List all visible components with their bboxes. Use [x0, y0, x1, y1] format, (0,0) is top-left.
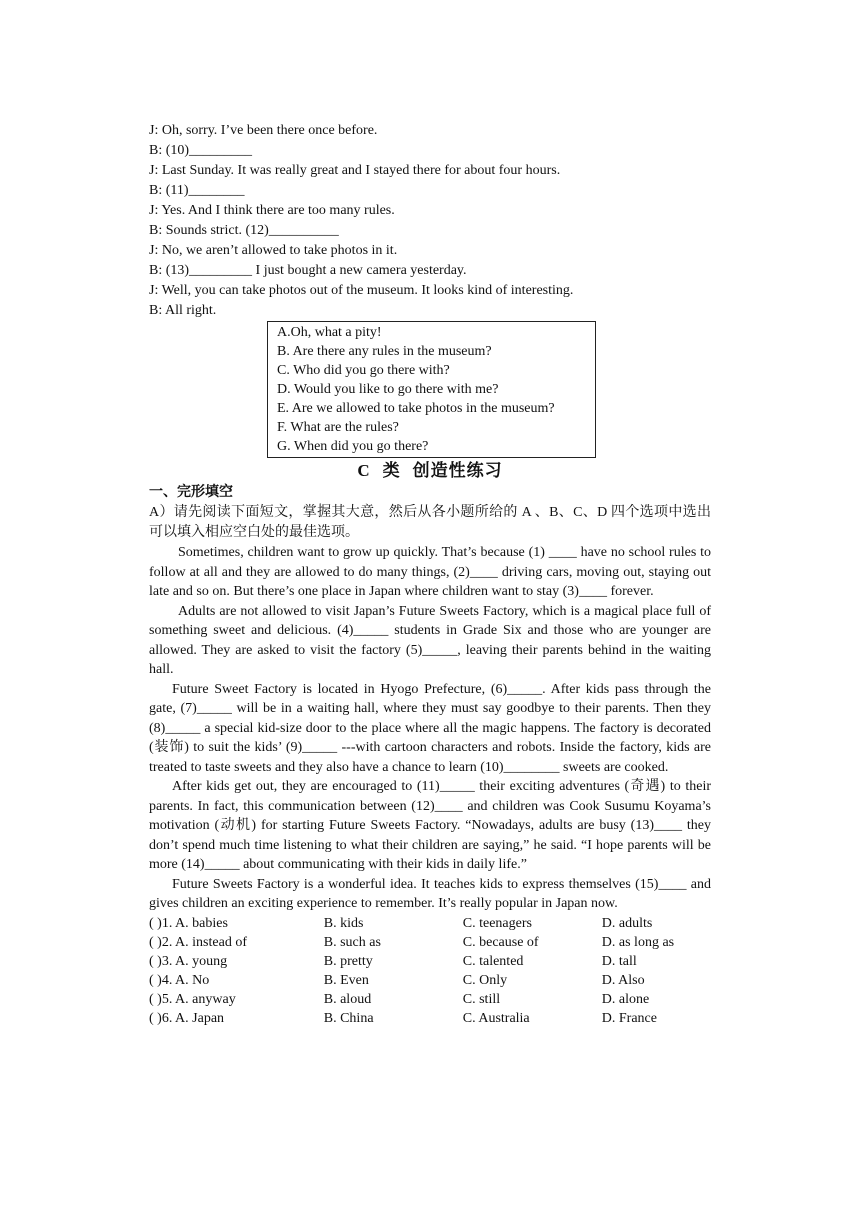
question-list	[149, 914, 711, 1028]
question-option-d: D. as long as	[601, 934, 675, 950]
question-option-a: ( )4. A. No	[149, 972, 210, 988]
passage-paragraph: Adults are not allowed to visit Japan’s Future Sweets Factory, which is a magical place full of something sweet and delicious. (4)_____ students in Grade Six and those who are younger are allowed. They are asked to visit the factory (5)_____, leaving their parents behind in the waiting hall.	[149, 603, 711, 677]
question-option-c: C. teenagers	[462, 915, 532, 931]
question-option-c: C. because of	[462, 934, 539, 950]
dialogue	[149, 121, 711, 321]
section-title	[149, 459, 711, 483]
section-subtitle: 创造性练习	[412, 461, 503, 480]
question-option-a: ( )2. A. instead of	[149, 934, 247, 950]
question-option-c: C. still	[462, 991, 501, 1007]
question-option-d: D. adults	[601, 915, 653, 931]
passage-paragraph: After kids get out, they are encouraged to (11)_____ their exciting adventures (奇遇) to their parents. In fact, this communication between (12)____ and children was Cook Susumu Koyama’s motivation (动机) for starting Future Sweets Factory. “Nowadays, adults are busy (13)____ they don’t spend much time listening to what their children are saying,” he said. “I hope parents will be more (14)_____ about communicating with their kids in daily life.”	[149, 779, 711, 872]
worksheet-page	[149, 121, 711, 1028]
option-item: E. Are we allowed to take photos in the museum?	[277, 401, 555, 416]
option-item: A.Oh, what a pity!	[277, 325, 382, 340]
question-option-c: C. talented	[462, 953, 524, 969]
question-option-d: D. France	[601, 1010, 657, 1026]
exercise-heading: 一、完形填空	[149, 485, 233, 500]
option-item: D. Would you like to go there with me?	[277, 382, 499, 397]
dialogue-line: J: Yes. And I think there are too many rules.	[149, 203, 395, 218]
question-option-d: D. tall	[601, 953, 637, 969]
question-option-b: B. pretty	[323, 953, 373, 969]
question-option-c: C. Australia	[462, 1010, 530, 1026]
option-item: F. What are the rules?	[277, 420, 399, 435]
question-option-d: D. Also	[601, 972, 645, 988]
passage-paragraph: Future Sweet Factory is located in Hyogo Prefecture, (6)_____. After kids pass through the gate, (7)_____ will be in a waiting hall, where they must say goodbye to their parents. Then they (8)_____ a special kid-size door to the place where all the magic happens. The factory is decorated (装饰) to suit the kids’ (9)_____ ---with cartoon characters and robots. Inside the factory, kids are treated to taste sweets and they also have a chance to learn (10)________ sweets are cooked.	[149, 681, 711, 775]
dialogue-line: J: No, we aren’t allowed to take photos in it.	[149, 243, 398, 258]
dialogue-line: J: Well, you can take photos out of the museum. It looks kind of interesting.	[149, 283, 574, 298]
question-option-b: B. such as	[323, 934, 381, 950]
question-row	[149, 990, 711, 1009]
dialogue-line: B: (10)_________	[149, 143, 253, 158]
section-letter: C	[357, 461, 371, 480]
question-row	[149, 971, 711, 990]
question-option-a: ( )3. A. young	[149, 953, 228, 969]
question-option-a: ( )5. A. anyway	[149, 991, 236, 1007]
question-option-a: ( )1. A. babies	[149, 915, 228, 931]
dialogue-line: J: Last Sunday. It was really great and I stayed there for about four hours.	[149, 163, 561, 178]
option-item: B. Are there any rules in the museum?	[277, 344, 492, 359]
dialogue-line: B: Sounds strict. (12)__________	[149, 223, 339, 238]
passage-paragraph: Sometimes, children want to grow up quickly. That’s because (1) ____ have no school rules to follow at all and they are allowed to do many things, (2)____ driving cars, moving out, staying out late and so on. But there’s one place in Japan where children want to stay (3)____ forever.	[149, 545, 711, 599]
question-row	[149, 914, 711, 933]
dialogue-line: B: (13)_________ I just bought a new camera yesterday.	[149, 263, 467, 278]
question-row	[149, 1009, 711, 1028]
option-item: C. Who did you go there with?	[277, 363, 450, 378]
question-option-b: B. Even	[323, 972, 369, 988]
question-row	[149, 933, 711, 952]
question-option-b: B. kids	[323, 915, 364, 931]
question-option-b: B. aloud	[323, 991, 372, 1007]
question-option-c: C. Only	[462, 972, 508, 988]
options-box	[267, 321, 596, 458]
dialogue-line: B: (11)________	[149, 183, 245, 198]
question-row	[149, 952, 711, 971]
passage	[149, 543, 711, 914]
passage-paragraph: Future Sweets Factory is a wonderful idea. It teaches kids to express themselves (15)____ and gives children an exciting experience to remember. It’s really popular in Japan now.	[149, 876, 711, 911]
dialogue-line: J: Oh, sorry. I’ve been there once before.	[149, 123, 378, 138]
section-word: 类	[382, 461, 401, 480]
question-option-a: ( )6. A. Japan	[149, 1010, 225, 1026]
instructions: A）请先阅读下面短文，掌握其大意，然后从各小题所给的 A 、B、C、D 四个选项中选出可以填入相应空白处的最佳选项。	[149, 505, 711, 540]
option-item: G. When did you go there?	[277, 439, 429, 454]
question-option-b: B. China	[323, 1010, 374, 1026]
question-option-d: D. alone	[601, 991, 650, 1007]
dialogue-line: B: All right.	[149, 303, 217, 318]
